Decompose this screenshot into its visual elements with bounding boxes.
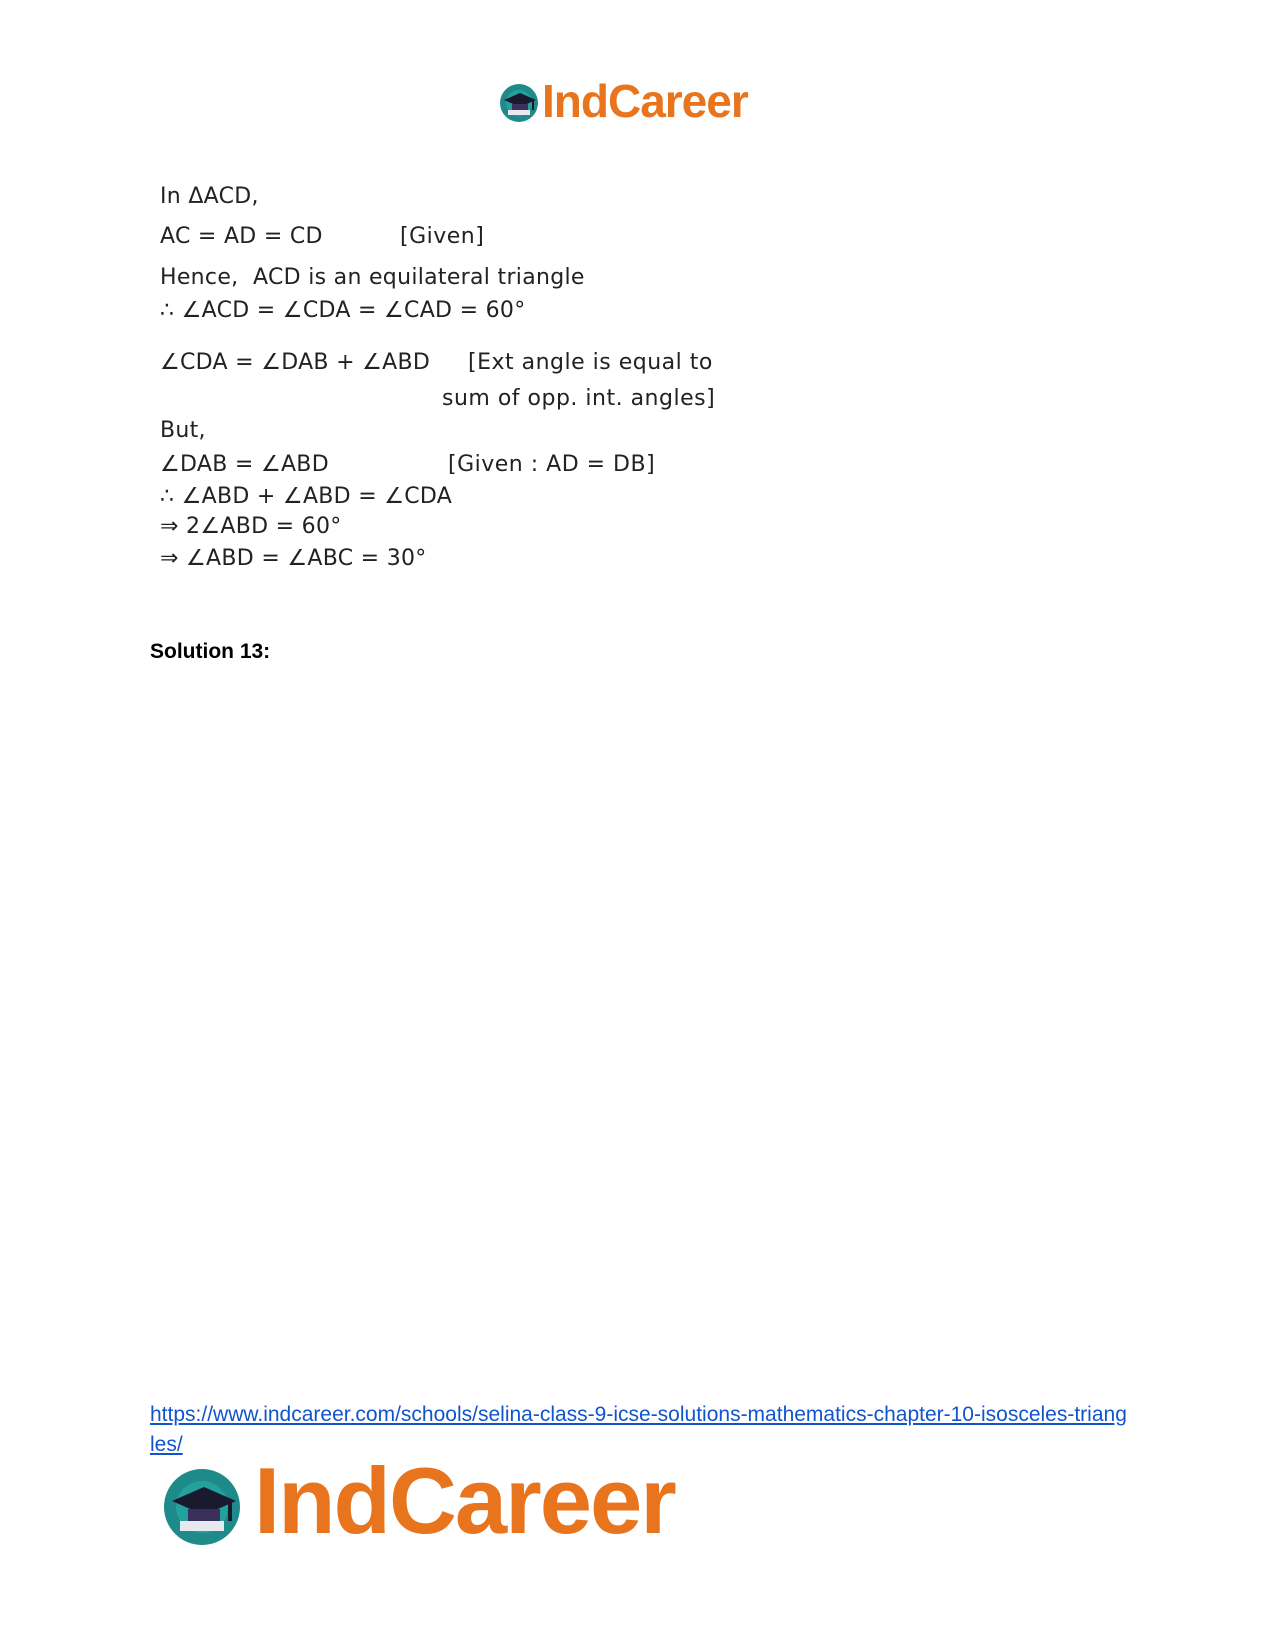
proof-line-5-left: ∠CDA = ∠DAB + ∠ABD xyxy=(160,350,431,375)
proof-line-3: Hence, ACD is an equilateral triangle xyxy=(160,265,585,290)
proof-line-1: In ΔACD, xyxy=(160,184,259,209)
globe-cap-icon xyxy=(498,82,540,124)
proof-line-10: ⇒ 2∠ABD = 60° xyxy=(160,514,342,539)
proof-line-4: ∴ ∠ACD = ∠CDA = ∠CAD = 60° xyxy=(160,298,526,323)
solution-heading: Solution 13: xyxy=(150,640,271,663)
logo-wordmark: IndCareer xyxy=(542,75,748,127)
globe-cap-icon xyxy=(160,1465,244,1549)
indcareer-logo-footer xyxy=(160,1448,700,1555)
proof-line-6-right: sum of opp. int. angles] xyxy=(442,386,716,411)
proof-line-2-right: [Given] xyxy=(400,224,485,249)
proof-line-2-left: AC = AD = CD xyxy=(160,224,323,249)
proof-line-7: But, xyxy=(160,418,206,443)
source-url-link[interactable]: https://www.indcareer.com/schools/selina-class-9-icse-solutions-mathematics-chapter-10-isosceles-triangles/ xyxy=(150,1403,1127,1456)
indcareer-logo-header xyxy=(498,75,778,130)
proof-line-5-right: [Ext angle is equal to xyxy=(468,350,713,375)
proof-line-8-right: [Given : AD = DB] xyxy=(448,452,656,477)
proof-line-8-left: ∠DAB = ∠ABD xyxy=(160,452,329,477)
logo-wordmark: IndCareer xyxy=(254,1448,675,1553)
proof-line-11: ⇒ ∠ABD = ∠ABC = 30° xyxy=(160,546,427,571)
proof-line-9: ∴ ∠ABD + ∠ABD = ∠CDA xyxy=(160,484,453,509)
